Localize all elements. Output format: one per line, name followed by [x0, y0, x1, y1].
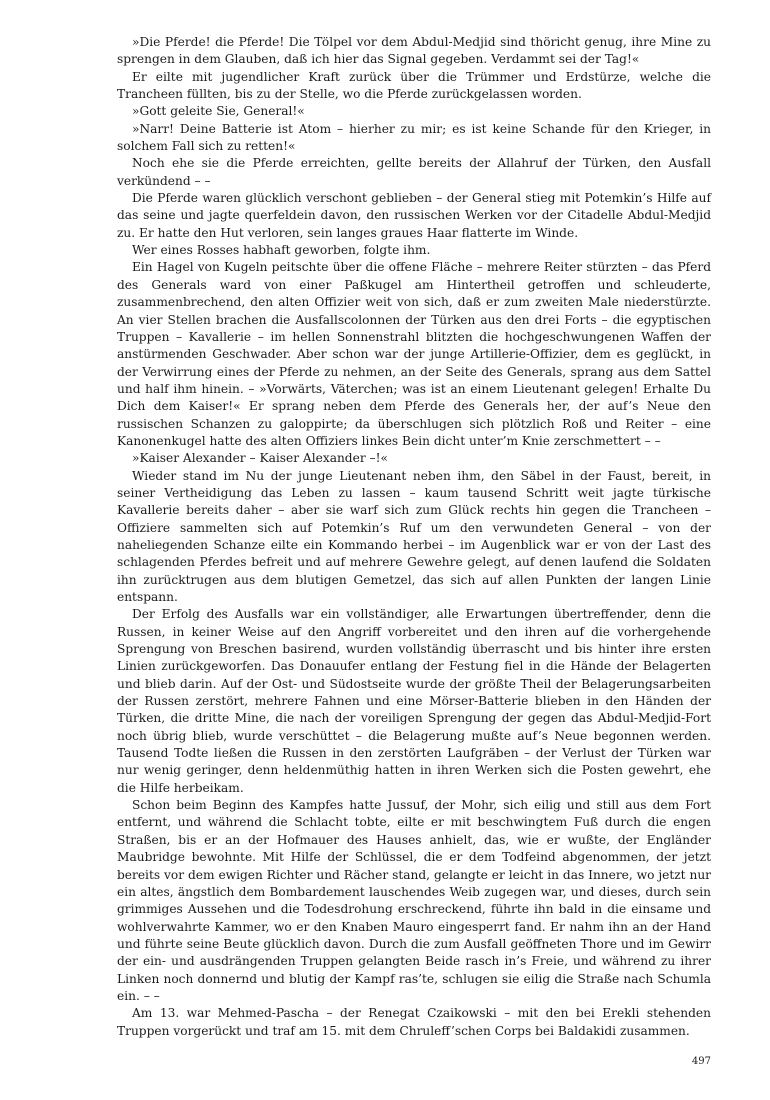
paragraph-12: Schon beim Beginn des Kampfes hatte Jussuf, der Mohr, sich eilig und still aus dem Fort entfernt, und während die Schlacht tobte, eilte er mit beschwingtem Fuß durch die engen Straßen, bis er an der Hofmauer des Hauses anhielt, das, wie er wußte, der Engländer Maubridge bewohnte. Mit Hilfe der Schlüssel, die er dem Todfeind abgenommen, der jetzt bereits vor dem ewigen Richter und Rächer stand, gelangte er leicht in das Innere, wo jetzt nur ein altes, ängstlich dem Bombardement lauschendes Weib zugegen war, und dieses, durch sein grimmiges Aussehen und die Todesdrohung erschreckend, führte ihn bald in die einsame und wohlverwahrte Kammer, wo er den Knaben Mauro eingesperrt fand. Er nahm ihn an der Hand und führte seine Beute glücklich davon. Durch die zum Ausfall geöffneten Thore und im Gewirr der ein- und ausdrängenden Truppen gelangten Beide rasch in’s Freie, und während zu ihrer Linken noch donnernd und blutig der Kampf ras’te, schlugen sie eilig die Straße nach Schumla ein. – – [117, 798, 711, 1003]
paragraph-7: Wer eines Rosses habhaft geworben, folgte ihm. [132, 243, 431, 258]
page-body [117, 34, 711, 1040]
paragraph-4: »Narr! Deine Batterie ist Atom – hierher zu mir; es ist keine Schande für den Krieger, in solchem Fall sich zu retten!« [117, 121, 711, 154]
paragraph-1: »Die Pferde! die Pferde! Die Tölpel vor dem Abdul-Medjid sind thöricht genug, ihre Mine zu sprengen in dem Glauben, daß ich hier das Signal gegeben. Verdammt sei der Tag!« [117, 35, 711, 67]
paragraph-11: Der Erfolg des Ausfalls war ein vollständiger, alle Erwartungen übertreffender, denn die Russen, in keiner Weise auf den Angriff vorbereitet und den ihren auf die vorhergehende Sprengung von Breschen basirend, wurden vollständig überrascht und bis hinter ihre ersten Linien zurückgeworfen. Das Donauufer entlang der Festung fiel in die Hände der Belagerten und blieb darin. Auf der Ost- und Südostseite wurde der größte Theil der Belagerungsarbeiten der Russen zerstört, mehrere Fahnen und eine Mörser-Batterie blieben in den Händen der Türken, die dritte Mine, die nach der voreiligen Sprengung der gegen das Abdul-Medjid-Fort noch übrig blieb, wurde verschüttet – die Belagerung mußte auf’s Neue begonnen werden. Tausend Todte ließen die Russen in den zerstörten Laufgräben – der Verlust der Türken war nur wenig geringer, denn heldenmüthig hatten in ihren Werken sich die Posten gewehrt, ehe die Hilfe herbeikam. [117, 607, 711, 795]
paragraph-2: Er eilte mit jugendlicher Kraft zurück über die Trümmer und Erdstürze, welche die Trancheen füllten, bis zu der Stelle, wo die Pferde zurückgelassen worden. [117, 69, 711, 102]
paragraph-9: »Kaiser Alexander – Kaiser Alexander –!« [132, 451, 388, 466]
paragraph-8: Ein Hagel von Kugeln peitschte über die offene Fläche – mehrere Reiter stürzten – das Pferd des Generals ward von einer Paßkugel am Hintertheil getroffen und schleuderte, zusammenbrechend, den alten Offizier weit von sich, daß er zum zweiten Male niederstürzte. An vier Stellen brachen die Ausfallscolonnen der Türken aus den drei Forts – die egyptischen Truppen – Kavallerie – im hellen Sonnenstrahl blitzten die hochgeschwungenen Waffen der anstürmenden Geschwader. Aber schon war der junge Artillerie-Offizier, dem es geglückt, in der Verwirrung eines der Pferde zu nehmen, an der Seite des Generals, sprang aus dem Sattel und half ihm hinein. – »Vorwärts, Väterchen; was ist an einem Lieutenant gelegen! Erhalte Du Dich dem Kaiser!« Er sprang neben dem Pferde des Generals her, der auf’s Neue den russischen Schanzen zu galoppirte; da überschlugen sich plötzlich Roß und Reiter – eine Kanonenkugel hatte des alten Offiziers linkes Bein dicht unter’m Knie zerschmettert – – [117, 260, 711, 448]
paragraph-3: »Gott geleite Sie, General!« [132, 104, 305, 119]
paragraph-5: Noch ehe sie die Pferde erreichten, gellte bereits der Allahruf der Türken, den Ausfall verkündend – – [117, 156, 711, 188]
paragraph-6: Die Pferde waren glücklich verschont geblieben – der General stieg mit Potemkin’s Hilfe auf das seine und jagte querfeldein davon, den russischen Werken vor der Citadelle Abdul-Medjid zu. Er hatte den Hut verloren, sein langes graues Haar flatterte im Winde. [117, 191, 711, 240]
page-number: 497 [691, 1056, 711, 1067]
paragraph-10: Wieder stand im Nu der junge Lieutenant neben ihm, den Säbel in der Faust, bereit, in seiner Vertheidigung das Leben zu lassen – kaum tausend Schritt weit jagte türkische Kavallerie bereits daher – aber sie warf sich zum Glück rechts hin gegen die Trancheen – Offiziere sammelten sich auf Potemkin’s Ruf um den verwundeten General – von der naheliegenden Schanze eilte ein Kommando herbei – im Augenblick war er von der Last des schlagenden Pferdes befreit und auf mehrere Gewehre gelegt, auf denen laufend die Soldaten ihn zurücktrugen aus dem blutigen Gemetzel, das sich auf allen Punkten der langen Linie entspann. [117, 468, 711, 604]
paragraph-13: Am 13. war Mehmed-Pascha – der Renegat Czaikowski – mit den bei Erekli stehenden Truppen vorgerückt und traf am 15. mit dem Chruleff’schen Corps bei Baldakidi zusammen. [117, 1006, 711, 1038]
